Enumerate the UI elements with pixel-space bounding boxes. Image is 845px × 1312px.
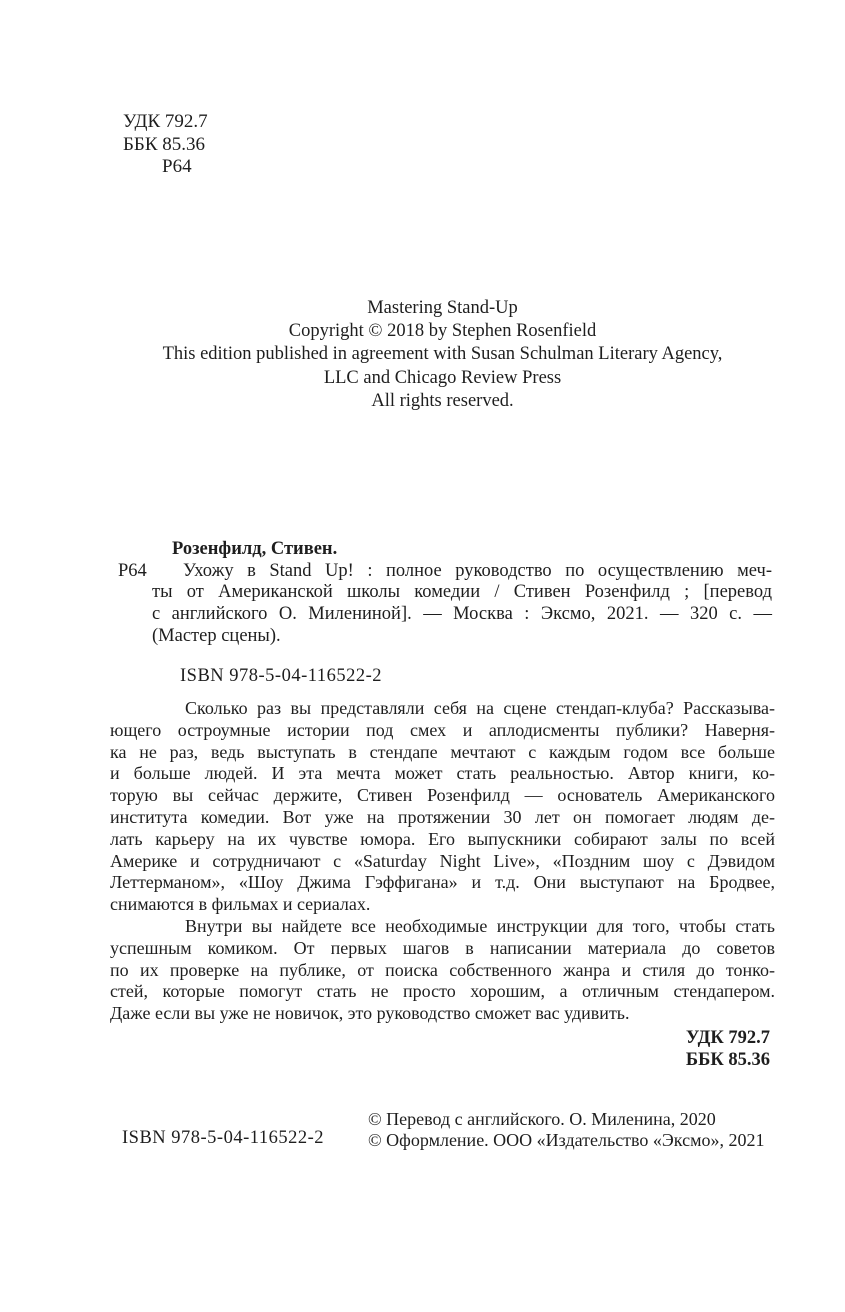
- annotation-line: по их проверке на публике, от поиска собственного жанра и стиля до тонко-: [110, 959, 775, 980]
- annotation-block: [110, 698, 775, 1025]
- annotation-line: успешным комиком. От первых шагов в написании материала до советов: [110, 937, 775, 958]
- catalog-author-sign: Р64: [118, 560, 147, 581]
- udk-code: УДК 792.7: [123, 111, 208, 132]
- catalog-author-heading: Розенфилд, Стивен.: [172, 539, 338, 559]
- classification-bottom-block: [110, 1027, 770, 1071]
- annotation-line: лать карьеру на их чувстве юмора. Его выпускники собирают залы по всей: [110, 828, 775, 849]
- annotation-line: Америке и сотрудничают с «Saturday Night Live», «Поздним шоу с Дэвидом: [110, 850, 775, 871]
- publisher-line: LLC and Chicago Review Press: [323, 367, 562, 388]
- translation-copyright: © Перевод с английского. О. Миленина, 2020: [368, 1109, 716, 1129]
- catalog-entry-line: Ухожу в Stand Up! : полное руководство по осуществлению меч-: [183, 560, 772, 581]
- annotation-line: института комедии. Вот уже на протяжении 30 лет он помогает людям де-: [110, 806, 775, 827]
- annotation-line: Леттерманом», «Шоу Джима Гэффигана» и т.д. Они выступают на Бродвее,: [110, 872, 775, 893]
- annotation-line: Даже если вы уже не новичок, это руководство сможет вас удивить.: [110, 1003, 630, 1024]
- copyright-line: Copyright © 2018 by Stephen Rosenfield: [288, 321, 597, 342]
- footer-isbn: ISBN 978-5-04-116522-2: [122, 1128, 324, 1148]
- annotation-line: и больше людей. И эта мечта может стать реальностью. Автор книги, ко-: [110, 763, 775, 784]
- design-copyright: © Оформление. ООО «Издательство «Эксмо», 2021: [368, 1130, 765, 1151]
- bbk-code: ББК 85.36: [123, 133, 205, 155]
- english-copyright-block: [110, 297, 775, 413]
- classification-top-block: [123, 111, 208, 179]
- annotation-line: торую вы сейчас держите, Стивен Розенфилд — основатель Американского: [110, 785, 775, 806]
- agreement-line: This edition published in agreement with Susan Schulman Literary Agency,: [162, 344, 723, 365]
- footer-copyright-block: [368, 1109, 764, 1152]
- annotation-line: ка не раз, ведь выступать в стендапе мечтают с каждым годом все больше: [110, 741, 775, 762]
- catalog-entry-line: ты от Американской школы комедии / Стивен Розенфилд ; [перевод: [152, 582, 772, 603]
- bbk-code-bottom: ББК 85.36: [685, 1050, 770, 1070]
- catalog-entry-line: с английского О. Милениной]. — Москва : Эксмо, 2021. — 320 с. —: [152, 604, 772, 625]
- original-title: Mastering Stand-Up: [367, 298, 518, 318]
- annotation-line: Сколько раз вы представляли себя на сцене стендап-клуба? Рассказыва-: [185, 698, 775, 718]
- annotation-line: ющего остроумные истории под смех и аплодисменты публики? Наверня-: [110, 719, 775, 740]
- annotation-line: стей, которые помогут стать не просто хорошим, а отличным стендапером.: [110, 981, 775, 1002]
- catalog-entry: [118, 539, 772, 648]
- author-sign: Р64: [162, 156, 192, 177]
- rights-line: All rights reserved.: [371, 390, 514, 411]
- catalog-entry-line: (Мастер сцены).: [152, 625, 281, 646]
- annotation-line: Внутри вы найдете все необходимые инструкции для того, чтобы стать: [185, 915, 775, 936]
- annotation-line: снимаются в фильмах и сериалах.: [110, 894, 371, 915]
- isbn-number: ISBN 978-5-04-116522-2: [180, 666, 382, 686]
- udk-code-bottom: УДК 792.7: [685, 1028, 770, 1048]
